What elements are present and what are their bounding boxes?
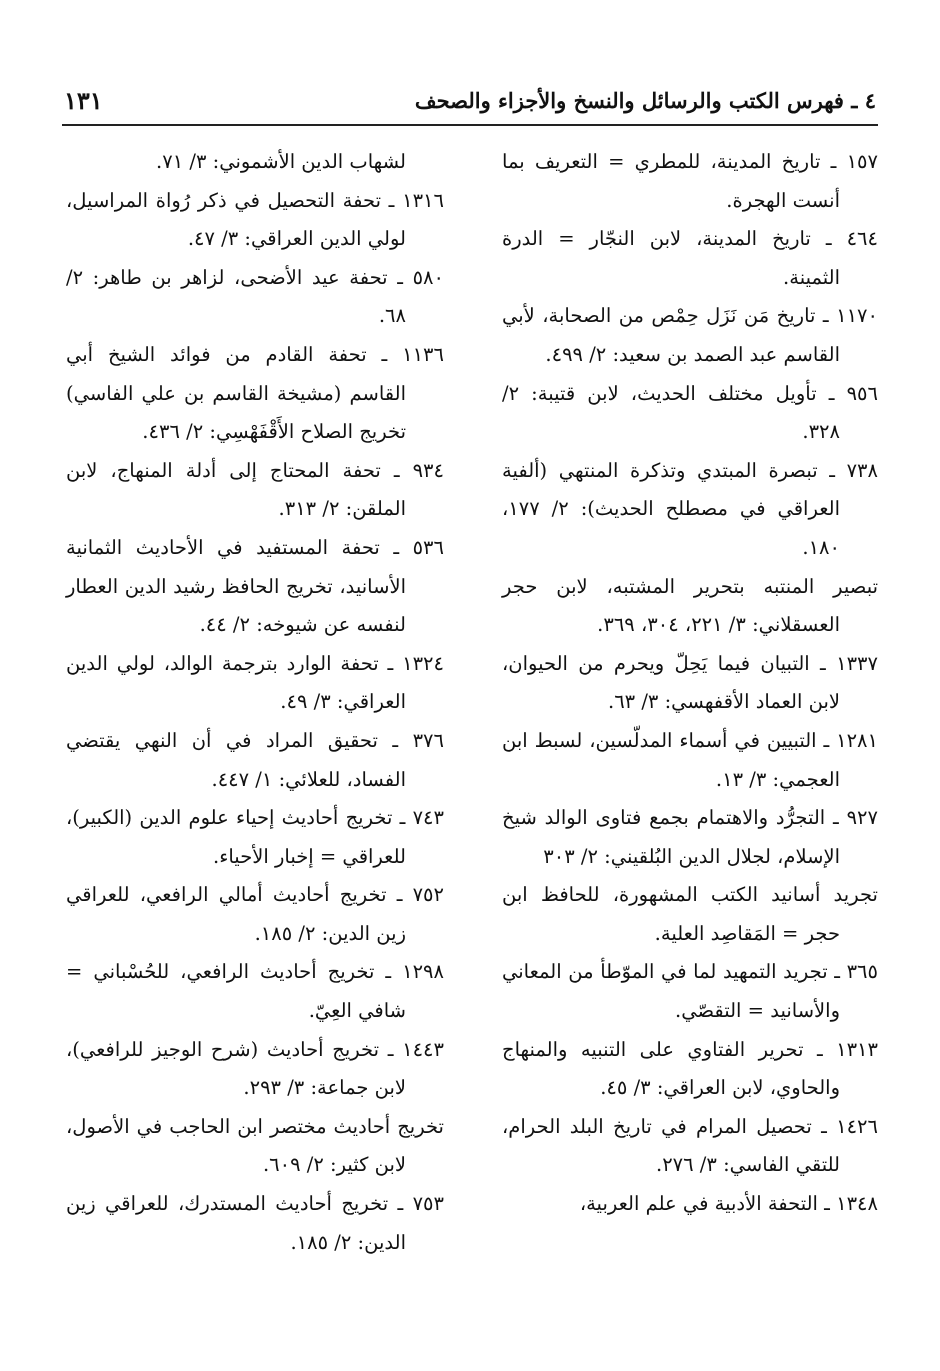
index-entry: ١٣٢٤ ـ تحفة الوارد بترجمة الوالد، لولي الدين العراقي: ٣/ ٤٩.	[66, 651, 444, 714]
index-entry: ١٢٩٨ ـ تخريج أحاديث الرافعي، للحُسْباني = شافي العِيّ.	[66, 960, 444, 1023]
index-entry: ٧٤٣ ـ تخريج أحاديث إحياء علوم الدين (الكبير)، للعراقي = إخبار الأحياء.	[66, 806, 444, 868]
index-entry: ٩٥٦ ـ تأويل مختلف الحديث، لابن قتيبة: ٢/ ٣٢٨.	[502, 381, 878, 444]
index-entry: تجريد أسانيد الكتب المشهورة، للحافظ ابن حجر = المَقاصِد العلية.	[502, 883, 878, 945]
index-entry: ٧٣٨ ـ تبصرة المبتدي وتذكرة المنتهي (ألفية العراقي في مصطلح الحديث): ٢/ ١٧٧، ١٨٠.	[502, 458, 878, 559]
right-column	[502, 143, 878, 1224]
index-entry-continuation: لشهاب الدين الأشموني: ٣/ ٧١.	[156, 150, 406, 173]
index-entry: تبصير المنتبه بتحرير المشتبه، لابن حجر العسقلاني: ٣/ ٢٢١، ٣٠٤، ٣٦٩.	[502, 574, 878, 637]
index-entry: ١٢٨١ ـ التبيين في أسماء المدلّسين، لسبط ابن العجمي: ٣/ ١٣.	[502, 728, 878, 791]
index-entry: ٩٣٤ ـ تحفة المحتاج إلى أدلة المنهاج، لابن الملقن: ٢/ ٣١٣.	[66, 458, 444, 521]
page-header	[62, 84, 878, 126]
index-entry: ٧٥٢ ـ تخريج أحاديث أمالي الرافعي، للعراقي زين الدين: ٢/ ١٨٥.	[66, 883, 444, 945]
index-entry: ٤٦٤ ـ تاريخ المدينة، لابن النجّار = الدرة الثمينة.	[502, 227, 878, 289]
index-entry: ١٥٧ ـ تاريخ المدينة، للمطري = التعريف بما أنست الهجرة.	[502, 150, 878, 212]
page-number: ١٣١	[64, 86, 103, 115]
index-entry: ٥٣٦ ـ تحفة المستفيد في الأحاديث الثمانية الأسانيد، تخريج الحافظ رشيد الدين العطار لنفسه عن شيوخه: ٢/ ٤٤.	[66, 535, 444, 637]
running-title: ٤ ـ فهرس الكتب والرسائل والنسخ والأجزاء والصحف	[414, 88, 876, 113]
index-entry: ١٣٤٨ ـ التحفة الأدبية في علم العربية،	[579, 1192, 878, 1216]
index-entry: ١١٧٠ ـ تاريخ مَن نَزَل حِمْص من الصحابة، لأبي القاسم عبد الصمد بن سعيد: ٢/ ٤٩٩.	[502, 304, 878, 366]
index-entry: ١٤٤٣ ـ تخريج أحاديث (شرح الوجيز للرافعي)، لابن جماعة: ٣/ ٢٩٣.	[66, 1037, 444, 1100]
index-entry: ٧٥٣ ـ تخريج أحاديث المستدرك، للعراقي زين الدين: ٢/ ١٨٥.	[66, 1192, 444, 1254]
index-entry: ٩٢٧ ـ التجرُّد والاهتمام بجمع فتاوى الوالد شيخ الإسلام، لجلال الدين البُلقيني: ٢/ ٣٠٣	[502, 806, 878, 868]
index-entry: تخريج أحاديث مختصر ابن الحاجب في الأصول، لابن كثير: ٢/ ٦٠٩.	[66, 1114, 444, 1177]
index-entry: ٣٦٥ ـ تجريد التمهيد لما في الموّطأ من المعاني والأسانيد = التقصّي.	[502, 960, 878, 1023]
index-entry: ١٣١٦ ـ تحفة التحصيل في ذكر رُواة المراسيل، لولي الدين العراقي: ٣/ ٤٧.	[66, 188, 444, 251]
index-entry: ٥٨٠ ـ تحفة عيد الأضحى، لزاهر بن طاهر: ٢/ ٦٨.	[66, 265, 444, 328]
index-entry: ٣٧٦ ـ تحقيق المراد في أن النهي يقتضي الفساد، للعلائي: ١/ ٤٤٧.	[66, 728, 444, 791]
left-column	[66, 143, 444, 1262]
index-entry: ١١٣٦ ـ تحفة القادم من فوائد الشيخ أبي القاسم (مشيخة القاسم بن علي الفاسي) تخريج الصلاح الأَقْفَهْسِي: ٢/ ٤٣٦.	[66, 342, 444, 444]
index-entry: ١٣٣٧ ـ التبيان فيما يَحِلّ ويحرم من الحيوان، لابن العماد الأقفهسي: ٣/ ٦٣.	[502, 651, 878, 714]
index-entry: ١٤٢٦ ـ تحصيل المرام في تاريخ البلد الحرام، للتقي الفاسي: ٣/ ٢٧٦.	[502, 1114, 878, 1177]
index-entry: ١٣١٣ ـ تحرير الفتاوي على التنبيه والمنهاج والحاوي، لابن العراقي: ٣/ ٤٥.	[502, 1037, 878, 1100]
